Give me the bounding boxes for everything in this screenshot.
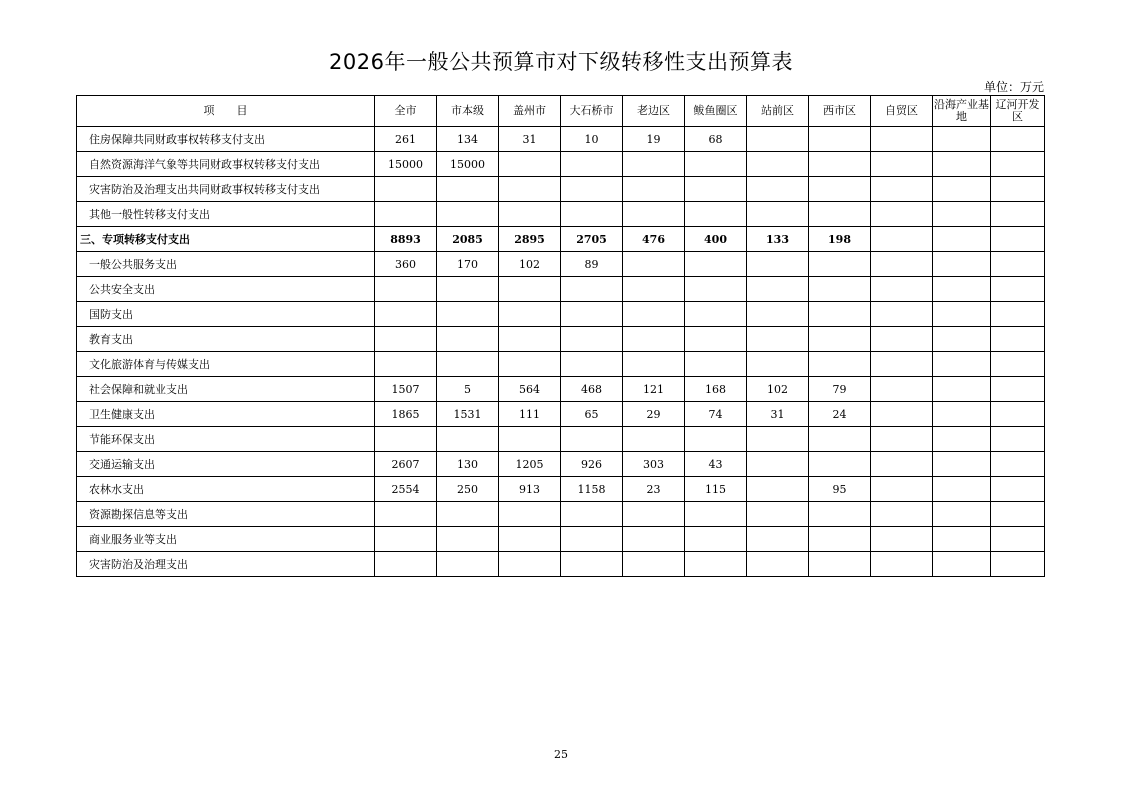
table-cell — [809, 302, 871, 327]
table-cell — [375, 177, 437, 202]
table-cell — [991, 427, 1045, 452]
row-label: 自然资源海洋气象等共同财政事权转移支付支出 — [77, 152, 375, 177]
table-cell — [437, 302, 499, 327]
column-header: 自贸区 — [871, 96, 933, 127]
table-cell — [991, 177, 1045, 202]
table-cell — [933, 177, 991, 202]
table-row — [77, 302, 1045, 327]
row-label: 一般公共服务支出 — [77, 252, 375, 277]
table-cell — [871, 402, 933, 427]
row-label: 节能环保支出 — [77, 427, 375, 452]
table-cell: 130 — [437, 452, 499, 477]
table-cell — [991, 277, 1045, 302]
table-cell — [561, 527, 623, 552]
table-cell: 89 — [561, 252, 623, 277]
table-cell — [499, 302, 561, 327]
table-cell: 10 — [561, 127, 623, 152]
table-cell: 1158 — [561, 477, 623, 502]
column-header: 市本级 — [437, 96, 499, 127]
table-cell: 1507 — [375, 377, 437, 402]
table-row — [77, 327, 1045, 352]
table-cell — [499, 427, 561, 452]
table-cell — [437, 427, 499, 452]
table-cell — [561, 327, 623, 352]
table-cell: 31 — [499, 127, 561, 152]
table-row — [77, 377, 1045, 402]
table-cell: 79 — [809, 377, 871, 402]
table-cell — [375, 502, 437, 527]
table-cell — [561, 202, 623, 227]
table-cell — [685, 252, 747, 277]
table-cell: 31 — [747, 402, 809, 427]
row-label: 其他一般性转移支付支出 — [77, 202, 375, 227]
table-cell: 102 — [747, 377, 809, 402]
table-cell — [809, 127, 871, 152]
table-cell — [499, 502, 561, 527]
table-cell: 468 — [561, 377, 623, 402]
table-cell: 121 — [623, 377, 685, 402]
table-cell — [437, 202, 499, 227]
table-cell — [747, 177, 809, 202]
row-label: 商业服务业等支出 — [77, 527, 375, 552]
table-row — [77, 552, 1045, 577]
table-cell — [561, 177, 623, 202]
table-cell: 913 — [499, 477, 561, 502]
table-cell: 2705 — [561, 227, 623, 252]
table-cell: 170 — [437, 252, 499, 277]
row-label: 卫生健康支出 — [77, 402, 375, 427]
table-cell: 23 — [623, 477, 685, 502]
table-cell — [623, 552, 685, 577]
table-cell — [871, 552, 933, 577]
table-cell — [437, 502, 499, 527]
table-cell — [685, 152, 747, 177]
table-cell: 15000 — [437, 152, 499, 177]
table-cell — [747, 477, 809, 502]
table-cell: 564 — [499, 377, 561, 402]
table-cell — [499, 527, 561, 552]
table-cell: 102 — [499, 252, 561, 277]
table-cell — [871, 452, 933, 477]
table-row — [77, 177, 1045, 202]
table-cell — [871, 177, 933, 202]
table-cell — [561, 352, 623, 377]
table-row — [77, 427, 1045, 452]
table-cell — [871, 227, 933, 252]
row-label: 灾害防治及治理支出共同财政事权转移支付支出 — [77, 177, 375, 202]
column-header: 西市区 — [809, 96, 871, 127]
table-cell — [747, 127, 809, 152]
table-cell — [991, 327, 1045, 352]
table-cell — [933, 527, 991, 552]
column-header: 站前区 — [747, 96, 809, 127]
column-header: 鲅鱼圈区 — [685, 96, 747, 127]
table-cell — [933, 452, 991, 477]
table-cell — [375, 302, 437, 327]
table-cell: 68 — [685, 127, 747, 152]
row-label: 公共安全支出 — [77, 277, 375, 302]
column-header: 老边区 — [623, 96, 685, 127]
table-cell — [991, 302, 1045, 327]
table-row — [77, 152, 1045, 177]
table-cell — [747, 277, 809, 302]
table-cell — [933, 427, 991, 452]
table-cell — [685, 177, 747, 202]
table-cell — [809, 352, 871, 377]
table-cell: 2085 — [437, 227, 499, 252]
table-cell: 1531 — [437, 402, 499, 427]
table-cell — [561, 302, 623, 327]
table-cell — [499, 277, 561, 302]
table-cell — [499, 327, 561, 352]
table-cell — [933, 252, 991, 277]
table-cell — [375, 202, 437, 227]
table-cell: 303 — [623, 452, 685, 477]
table-cell — [871, 352, 933, 377]
table-cell — [933, 377, 991, 402]
table-cell — [933, 227, 991, 252]
table-cell: 2895 — [499, 227, 561, 252]
table-cell — [871, 527, 933, 552]
table-cell — [437, 177, 499, 202]
table-cell — [623, 352, 685, 377]
table-cell — [809, 527, 871, 552]
table-cell — [991, 452, 1045, 477]
table-cell — [437, 552, 499, 577]
table-cell — [747, 352, 809, 377]
table-cell: 360 — [375, 252, 437, 277]
table-cell — [809, 277, 871, 302]
table-cell — [685, 277, 747, 302]
table-cell — [375, 552, 437, 577]
table-row — [77, 402, 1045, 427]
table-cell — [747, 202, 809, 227]
table-cell: 1205 — [499, 452, 561, 477]
table-cell: 5 — [437, 377, 499, 402]
table-cell — [809, 327, 871, 352]
table-cell — [685, 552, 747, 577]
table-cell — [623, 502, 685, 527]
table-cell — [375, 427, 437, 452]
table-cell — [499, 202, 561, 227]
table-cell — [499, 352, 561, 377]
table-row — [77, 352, 1045, 377]
row-label: 农林水支出 — [77, 477, 375, 502]
table-cell — [623, 152, 685, 177]
table-cell — [933, 352, 991, 377]
table-cell — [871, 327, 933, 352]
table-cell — [623, 527, 685, 552]
table-cell — [871, 427, 933, 452]
table-cell — [561, 427, 623, 452]
page-title: 2026年一般公共预算市对下级转移性支出预算表 — [329, 50, 793, 74]
table-cell — [685, 527, 747, 552]
table-cell — [933, 277, 991, 302]
table-cell — [437, 352, 499, 377]
table-cell: 926 — [561, 452, 623, 477]
table-cell — [991, 202, 1045, 227]
table-cell: 8893 — [375, 227, 437, 252]
table-cell: 168 — [685, 377, 747, 402]
table-cell — [809, 152, 871, 177]
table-cell — [809, 452, 871, 477]
table-row — [77, 477, 1045, 502]
table-cell — [747, 327, 809, 352]
table-cell — [933, 502, 991, 527]
table-cell: 134 — [437, 127, 499, 152]
table-cell — [933, 202, 991, 227]
table-row — [77, 277, 1045, 302]
table-cell — [871, 202, 933, 227]
table-cell — [933, 127, 991, 152]
table-cell — [623, 252, 685, 277]
table-cell — [375, 352, 437, 377]
table-cell — [809, 552, 871, 577]
row-label: 交通运输支出 — [77, 452, 375, 477]
row-label: 资源勘探信息等支出 — [77, 502, 375, 527]
table-cell — [623, 302, 685, 327]
table-row — [77, 252, 1045, 277]
table-cell — [685, 302, 747, 327]
table-cell — [933, 302, 991, 327]
table-cell — [561, 552, 623, 577]
table-cell: 74 — [685, 402, 747, 427]
table-cell: 43 — [685, 452, 747, 477]
table-cell — [871, 277, 933, 302]
table-cell: 198 — [809, 227, 871, 252]
table-cell — [499, 177, 561, 202]
column-header: 大石桥市 — [561, 96, 623, 127]
table-cell — [991, 252, 1045, 277]
table-cell — [561, 152, 623, 177]
table-cell — [561, 502, 623, 527]
table-cell: 133 — [747, 227, 809, 252]
row-label: 三、专项转移支付支出 — [77, 227, 375, 252]
table-row — [77, 127, 1045, 152]
row-label: 国防支出 — [77, 302, 375, 327]
table-row — [77, 452, 1045, 477]
page-number: 25 — [554, 748, 568, 761]
table-cell — [809, 177, 871, 202]
table-cell — [933, 552, 991, 577]
table-cell — [623, 277, 685, 302]
row-label: 住房保障共同财政事权转移支付支出 — [77, 127, 375, 152]
table-row — [77, 527, 1045, 552]
table-cell — [871, 477, 933, 502]
table-cell — [871, 152, 933, 177]
table-cell — [685, 427, 747, 452]
table-cell — [871, 377, 933, 402]
table-cell — [933, 152, 991, 177]
column-header: 沿海产业基地 — [933, 96, 991, 127]
table-cell — [871, 302, 933, 327]
table-cell — [623, 177, 685, 202]
table-cell: 250 — [437, 477, 499, 502]
table-cell — [747, 502, 809, 527]
table-cell — [747, 302, 809, 327]
table-cell — [499, 552, 561, 577]
table-cell — [561, 277, 623, 302]
table-cell — [809, 202, 871, 227]
table-cell — [991, 527, 1045, 552]
table-cell — [809, 252, 871, 277]
table-cell — [685, 202, 747, 227]
table-cell: 115 — [685, 477, 747, 502]
table-cell — [991, 152, 1045, 177]
column-header: 辽河开发区 — [991, 96, 1045, 127]
table-cell — [991, 227, 1045, 252]
table-cell — [747, 452, 809, 477]
table-cell — [623, 202, 685, 227]
table-row — [77, 202, 1045, 227]
table-cell — [747, 252, 809, 277]
column-header: 盖州市 — [499, 96, 561, 127]
row-label: 教育支出 — [77, 327, 375, 352]
table-cell — [991, 477, 1045, 502]
table-cell — [375, 327, 437, 352]
table-cell — [437, 527, 499, 552]
table-cell: 2554 — [375, 477, 437, 502]
table-cell — [747, 427, 809, 452]
table-cell: 19 — [623, 127, 685, 152]
table-cell — [871, 502, 933, 527]
table-row — [77, 227, 1045, 252]
row-label: 社会保障和就业支出 — [77, 377, 375, 402]
column-header: 全市 — [375, 96, 437, 127]
table-cell — [685, 327, 747, 352]
table-cell: 95 — [809, 477, 871, 502]
table-cell — [747, 152, 809, 177]
table-cell — [933, 327, 991, 352]
table-cell — [747, 552, 809, 577]
unit-label: 单位：万元 — [983, 80, 1044, 94]
row-label: 文化旅游体育与传媒支出 — [77, 352, 375, 377]
table-cell — [685, 352, 747, 377]
column-header: 项 目 — [77, 96, 375, 127]
budget-table — [76, 95, 1045, 577]
table-cell: 400 — [685, 227, 747, 252]
table-cell — [991, 377, 1045, 402]
row-label: 灾害防治及治理支出 — [77, 552, 375, 577]
table-cell: 29 — [623, 402, 685, 427]
table-cell — [933, 402, 991, 427]
table-cell: 24 — [809, 402, 871, 427]
table-cell: 476 — [623, 227, 685, 252]
table-cell: 65 — [561, 402, 623, 427]
table-cell — [623, 427, 685, 452]
table-cell — [809, 427, 871, 452]
table-cell — [991, 552, 1045, 577]
table-cell — [991, 402, 1045, 427]
table-cell — [437, 327, 499, 352]
table-cell — [747, 527, 809, 552]
table-cell — [437, 277, 499, 302]
table-cell — [375, 527, 437, 552]
table-cell — [991, 127, 1045, 152]
table-cell: 2607 — [375, 452, 437, 477]
table-cell — [499, 152, 561, 177]
table-cell — [991, 352, 1045, 377]
table-cell — [623, 327, 685, 352]
table-cell — [685, 502, 747, 527]
table-cell — [809, 502, 871, 527]
table-cell — [871, 252, 933, 277]
table-cell: 15000 — [375, 152, 437, 177]
table-cell — [871, 127, 933, 152]
table-row — [77, 502, 1045, 527]
table-cell — [991, 502, 1045, 527]
header-row — [77, 96, 1045, 127]
table-cell: 1865 — [375, 402, 437, 427]
table-cell: 261 — [375, 127, 437, 152]
table-cell: 111 — [499, 402, 561, 427]
table-cell — [375, 277, 437, 302]
table-cell — [933, 477, 991, 502]
